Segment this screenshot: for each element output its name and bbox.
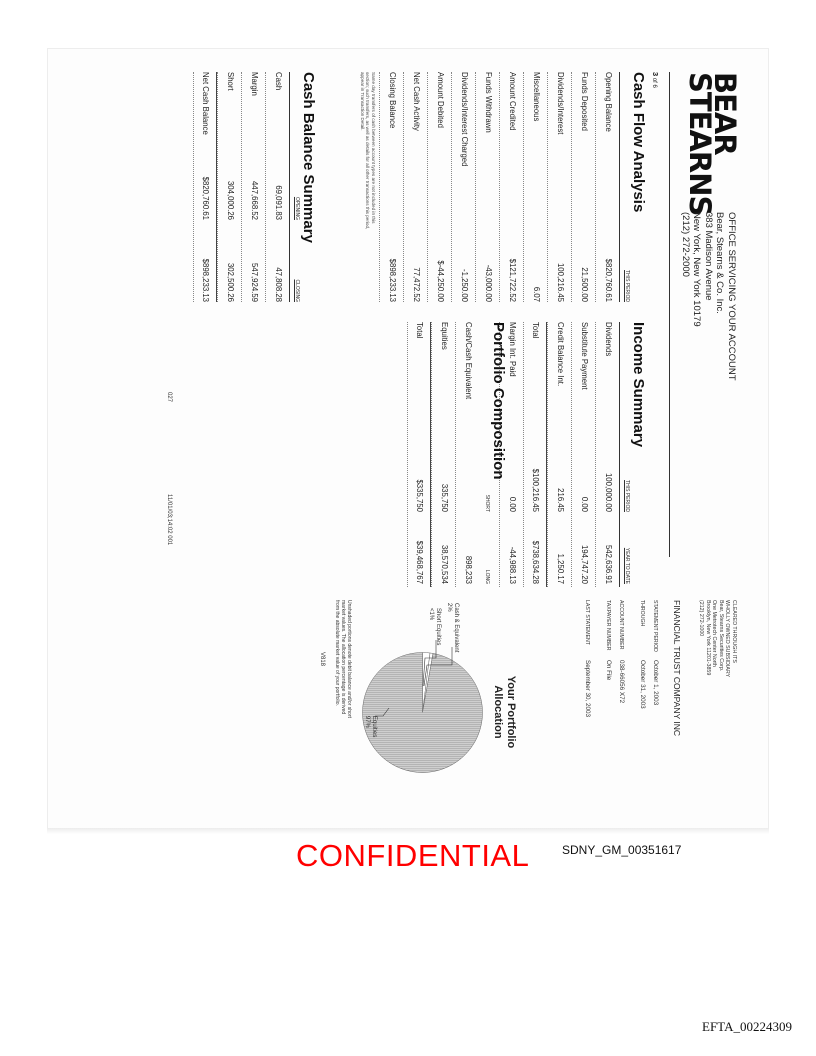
section-title: Cash Flow Analysis — [630, 72, 647, 213]
clearing-address: CLEARED THROUGH ITS WHOLLY OWNED SUBSIDIARY Bear, Stearns Securities Corp. One Metrotech Center North Brooklyn, New York 11201-3859 (212) 272-1000 — [698, 600, 737, 678]
table-row: Net Cash Balance $820,760.61 $898,233.13 — [193, 72, 217, 302]
bates-number: SDNY_GM_00351617 — [562, 843, 682, 857]
taxpayer-number: On File — [605, 660, 612, 681]
table-row: Cash 69,091.83 47,808.28 — [265, 72, 289, 302]
legend-leader-lines — [373, 600, 455, 720]
legend-cash-equivalent: Cash & Equivalent 2% — [446, 603, 459, 653]
income-summary-table: Income Summary THIS PERIOD YEAR TO DATE Dividends 100,000.00 542,636.91 Substitute Payment 0.00 194,747.20 Credit Balance Int. 216.45 1,250.17 Total $100,216.45 $738,634.28 Margin Int. Paid 0.00 -44,988.13 — [499, 322, 647, 587]
table-row: Miscellaneous 6.07 — [523, 72, 547, 302]
account-number: 038-66056 X72 — [618, 660, 625, 704]
allocation-title: Your Portfolio Allocation — [492, 675, 517, 749]
table-row: Credit Balance Int. 216.45 1,250.17 — [547, 322, 571, 587]
allocation-note: Unshaded portions denote debit balance and/or short market values. The allocation percentage is derived from the absolute market value of your portfolio. — [334, 600, 352, 718]
table-row: Total $335,750 $39,468,767 — [407, 322, 431, 587]
table-row: Amount Debited $-44,250.00 — [427, 72, 451, 302]
legend-short-equities: Short Equities <1% — [428, 608, 441, 646]
table-row: Margin 447,668.52 547,924.59 — [241, 72, 265, 302]
statement-period: October 1, 2003 — [652, 660, 659, 706]
footer-code-left: 027 — [166, 392, 172, 403]
form-code: V818 — [319, 652, 325, 667]
table-row: Dividends/Interest Charged -1,250.00 — [451, 72, 475, 302]
table-row: Short 304,000.26 302,500.26 — [217, 72, 241, 302]
footer-code-right: 11/01/03;14:02 001 — [166, 494, 172, 546]
table-row: Dividends 100,000.00 542,636.91 — [595, 322, 619, 587]
bear-stearns-logo: BEAR STEARNS — [683, 72, 742, 216]
through-date: October 31, 2003 — [639, 660, 646, 709]
cash-balance-table: Cash Balance Summary OPENING CLOSING Cash 69,091.83 47,808.28 Margin 447,668.52 547,924.59 Short 304,000.26 302,500.26 Net Cash Balance $820,760.61 $898,233.13 — [193, 72, 317, 302]
table-row: Net Cash Activity 77,472.52 — [403, 72, 427, 302]
office-address: OFFICE SERVICING YOUR ACCOUNT Bear, Stearns & Co. Inc. 383 Madison Avenue New York, New York 10179 (212) 272-2000 — [680, 212, 737, 381]
table-row: Total $100,216.45 $738,634.28 — [523, 322, 547, 587]
header-divider — [669, 72, 670, 557]
section-title: Portfolio Composition — [490, 322, 507, 480]
efta-number: EFTA_00224309 — [702, 1019, 792, 1034]
table-row: Amount Credited $121,722.52 — [499, 72, 523, 302]
table-row: Funds Deposited 21,500.00 — [571, 72, 595, 302]
table-row: Margin Int. Paid 0.00 -44,988.13 — [499, 322, 523, 587]
legend-equities: Equities 97% — [364, 716, 377, 738]
table-row: Substitute Payment 0.00 194,747.20 — [571, 322, 595, 587]
portfolio-composition-table: Portfolio Composition SHORT LONG Cash/Cash Equivalent 898,233 Equities 335,750 38,570,534 Total $335,750 $39,468,767 — [407, 322, 507, 587]
page-shadow — [47, 828, 769, 834]
cash-flow-note: Same day transfers of cash between account types are not included in this section; such transfers, as well as details for all other transactions this period, appear in Transaction Detail. — [359, 72, 376, 230]
cash-flow-table: Cash Flow Analysis THIS PERIOD Opening Balance $820,760.61 Funds Deposited 21,500.00 Dividends/Interest 100,216.45 Miscellaneous 6.07 Amount Credited $121,722.52 Funds Withdrawn -43,000.00 Dividends/Interest Charged -1,250.00 Amount Debited $-44,250.00 Net Cash Activity 77,472.52 Closing Balance $898,233.13 Same day transfers of cash between account types are not included in this section; such transfers, as well as details for all other transactions this period, appear in Transaction Detail. — [359, 72, 647, 302]
table-row: Opening Balance $820,760.61 — [595, 72, 619, 302]
table-row: Funds Withdrawn -43,000.00 — [475, 72, 499, 302]
account-info: STATEMENT PERIODOctober 1, 2003 THROUGHOctober 31, 2003 ACCOUNT NUMBER038-66056 X72 TAXPAYER NUMBEROn File LAST STATEMENTSeptember 30, 2003 — [584, 600, 659, 718]
table-row: Equities 335,750 38,570,534 — [431, 322, 455, 587]
statement-page — [135, 62, 755, 762]
table-row: Dividends/Interest 100,216.45 — [547, 72, 571, 302]
last-statement: September 30, 2003 — [584, 660, 591, 718]
table-row: Cash/Cash Equivalent 898,233 — [455, 322, 479, 587]
confidential-stamp: CONFIDENTIAL — [296, 838, 530, 873]
page-number: 3 of 6 — [651, 72, 660, 88]
client-name: FINANCIAL TRUST COMPANY INC — [672, 600, 682, 737]
table-row: Closing Balance $898,233.13 — [379, 72, 403, 302]
section-title: Income Summary — [630, 322, 647, 448]
section-title: Cash Balance Summary — [300, 72, 317, 243]
